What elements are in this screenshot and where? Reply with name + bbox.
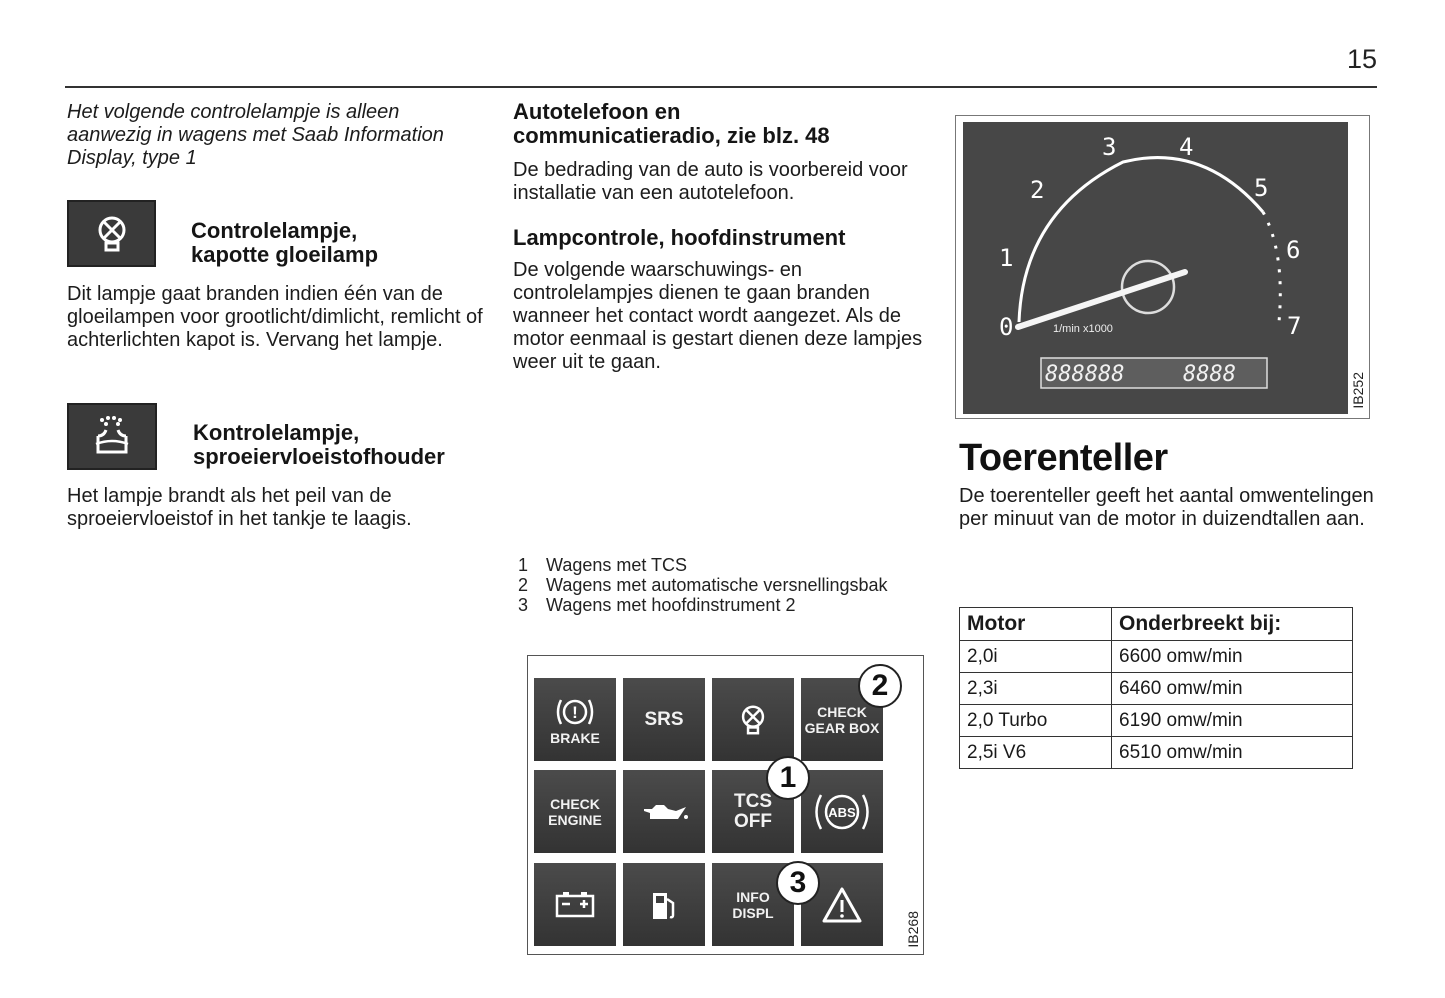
srs-tile: SRS [623, 678, 705, 761]
bulb-tile [712, 678, 794, 761]
header-rule [65, 86, 1377, 88]
section-title-washer: Kontrolelampje, sproeiervloeistofhouder [193, 420, 445, 469]
tick-label: 6 [1286, 236, 1301, 264]
legend-item: 2 Wagens met automatische versnellingsbak [518, 575, 888, 595]
odometer-right: 8888 [1183, 362, 1236, 387]
warning-lamp-panel [527, 655, 924, 955]
figure-code: IB252 [1350, 372, 1366, 409]
tcs-off-tile: TCS OFF [712, 770, 794, 853]
section-text-bulb: Dit lampje gaat branden indien één van de gloeilampen voor grootlicht/dimlicht, remlicht of achterlichten kapot is. Vervang het lampje. [67, 283, 483, 351]
tick-label: 1 [999, 244, 1014, 272]
tick-label: 7 [1287, 312, 1302, 340]
bulb-failure-icon [734, 701, 772, 739]
table-header: Motor [960, 608, 1112, 641]
section-title-phone: Autotelefoon en communicatieradio, zie blz. 48 [513, 99, 830, 148]
tick-label: 5 [1254, 174, 1269, 202]
legend-item: 1 Wagens met TCS [518, 555, 688, 575]
tick-label: 4 [1179, 133, 1194, 161]
fuel-tile [623, 863, 705, 946]
table-cell: 6190 omw/min [1112, 705, 1353, 737]
table-cell: 2,0 Turbo [960, 705, 1112, 737]
callout-1: 1 [766, 756, 810, 800]
legend [518, 555, 888, 615]
callout-3: 3 [776, 861, 820, 905]
brake-icon [553, 694, 597, 730]
warning-triangle-icon [820, 885, 864, 925]
abs-icon [810, 789, 874, 835]
tacho-needle [1018, 272, 1185, 327]
section-text-washer: Het lampje brandt als het peil van de sproeiervloeistof in het tankje te laagis. [67, 485, 412, 530]
table-row [960, 737, 1353, 769]
washer-fluid-icon [67, 403, 157, 470]
bulb-failure-icon [67, 200, 156, 267]
page-number: 15 [1346, 44, 1377, 74]
tacho-arc [1019, 158, 1263, 322]
oil-can-icon [638, 797, 690, 827]
table-cell: 2,5i V6 [960, 737, 1112, 769]
table-header: Onderbreekt bij: [1112, 608, 1353, 641]
section-text-phone: De bedrading van de auto is voorbereid voor installatie van een autotelefoon. [513, 159, 908, 204]
check-gearbox-tile: CHECK GEAR BOX [801, 678, 883, 761]
figure-code: IB268 [905, 911, 921, 948]
section-title-tachometer: Toerenteller [959, 437, 1168, 479]
table-cell: 2,3i [960, 673, 1112, 705]
table-cell: 2,0i [960, 641, 1112, 673]
table-row [960, 705, 1353, 737]
section-text-tachometer: De toerenteller geeft het aantal omwentelingen per minuut van de motor in duizendtallen aan. [959, 485, 1374, 530]
rev-limit-table [959, 607, 1353, 769]
brake-tile: ! BRAKE [534, 678, 616, 761]
section-text-lampcheck: De volgende waarschuwings- en controlelampjes dienen te gaan branden wanneer het contact wordt aangezet. Als de motor eenmaal is gestart dienen deze lampjes weer uit te gaan. [513, 259, 923, 373]
tick-label: 3 [1102, 133, 1117, 161]
section-title-lampcheck: Lampcontrole, hoofdinstrument [513, 225, 846, 250]
legend-item: 3 Wagens met hoofdinstrument 2 [518, 595, 796, 615]
svg-text:ABS: ABS [828, 804, 856, 820]
table-row [960, 641, 1353, 673]
table-cell: 6600 omw/min [1112, 641, 1353, 673]
table-header-row [960, 608, 1353, 641]
section-title-bulb: Controlelampje, kapotte gloeilamp [191, 218, 379, 267]
check-engine-tile: CHECK ENGINE [534, 770, 616, 853]
svg-text:!: ! [572, 702, 578, 722]
battery-icon [553, 890, 597, 920]
table-row [960, 673, 1353, 705]
oil-pressure-tile [623, 770, 705, 853]
battery-tile [534, 863, 616, 946]
fuel-pump-icon [649, 887, 679, 923]
info-displ-tile: INFO DISPL [712, 863, 794, 946]
abs-tile [801, 770, 883, 853]
tacho-redzone [1263, 212, 1280, 322]
table-cell: 6510 omw/min [1112, 737, 1353, 769]
intro-note: Het volgende controlelampje is alleen aanwezig in wagens met Saab Information Display, type 1 [67, 101, 444, 169]
odometer-left: 888888 [1045, 362, 1125, 387]
tacho-unit: 1/min x1000 [1053, 323, 1113, 335]
tick-label: 0 [999, 313, 1014, 341]
table-cell: 6460 omw/min [1112, 673, 1353, 705]
tick-label: 2 [1030, 176, 1045, 204]
tachometer [963, 122, 1348, 414]
callout-2: 2 [858, 664, 902, 708]
